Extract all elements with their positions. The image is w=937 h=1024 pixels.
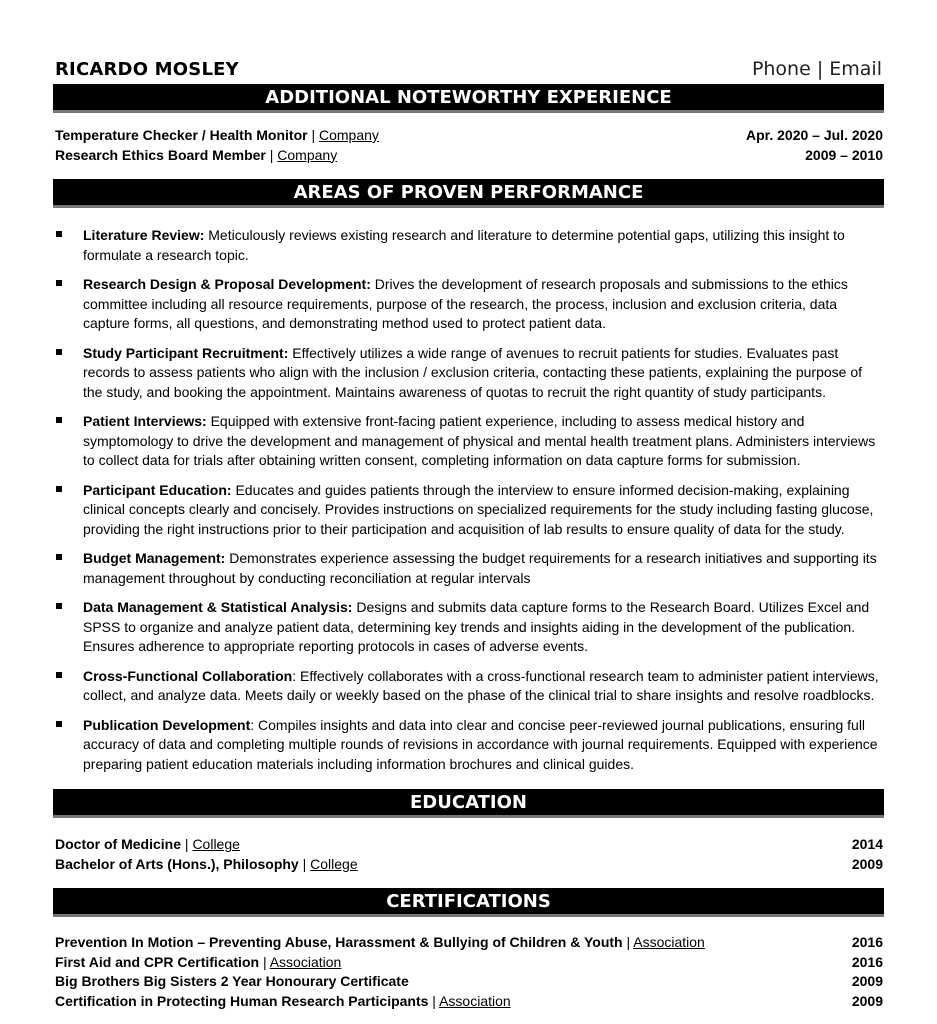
performance-item <box>55 481 885 540</box>
bullet-square-icon <box>56 486 62 492</box>
bullet-square-icon <box>56 417 62 423</box>
education-organization-link[interactable]: College <box>310 855 358 872</box>
certifications-entry <box>55 972 409 992</box>
performance-description: Designs and submits data capture forms to the Research Board. Utilizes Excel and SPSS to organize and analyze patient data, determining key trends and insights aiding in the development of the publication. Ensures adherence to appropriate reporting protocols in cases of adverse events. <box>83 599 870 654</box>
performance-label: Publication Development <box>83 716 251 733</box>
certifications-date: 2009 <box>851 973 883 989</box>
experience-row <box>55 126 883 146</box>
education-separator: | <box>298 855 311 872</box>
education-title: Doctor of Medicine <box>55 836 182 852</box>
certifications-date: 2016 <box>851 934 883 950</box>
performance-label: Literature Review: <box>83 227 205 243</box>
performance-description: Drives the development of research proposals and submissions to the ethics committee including all resource requirements, purpose of the research, the process, inclusion and exclusion criteria, data capture forms, all questions, and demonstrating method used to protect patient data. <box>83 276 848 331</box>
performance-description: Meticulously reviews existing research and literature to determine potential gaps, utilizing this insight to formulate a research topic. <box>83 227 845 263</box>
certifications-entry <box>55 953 341 973</box>
education-row <box>55 835 883 855</box>
certifications-row <box>55 933 883 953</box>
certifications-title: Certification in Protecting Human Research Participants <box>55 992 429 1009</box>
bullet-square-icon <box>56 280 62 286</box>
contact-info: Phone | Email <box>751 58 882 80</box>
candidate-name: RICARDO MOSLEY <box>55 59 239 80</box>
certifications-row <box>55 972 883 992</box>
education-organization-link[interactable]: College <box>192 836 240 852</box>
performance-item <box>55 344 885 403</box>
experience-list <box>55 126 883 165</box>
education-title: Bachelor of Arts (Hons.), Philosophy <box>55 855 299 872</box>
experience-date: 2009 – 2010 <box>805 146 883 163</box>
bullet-square-icon <box>56 603 62 609</box>
performance-label: Budget Management: <box>83 550 226 566</box>
certifications-date: 2009 <box>851 992 883 1009</box>
education-date: 2009 <box>851 855 883 872</box>
experience-row <box>55 146 883 166</box>
certifications-title: First Aid and CPR Certification <box>55 953 260 970</box>
certifications-entry <box>55 933 705 953</box>
performance-item <box>55 667 885 706</box>
performance-label: Cross-Functional Collaboration <box>83 667 293 684</box>
section-heading-experience: ADDITIONAL NOTEWORTHY EXPERIENCE <box>53 84 884 113</box>
performance-label: Research Design & Proposal Development: <box>83 276 371 292</box>
experience-date: Apr. 2020 – Jul. 2020 <box>746 127 883 143</box>
experience-title: Temperature Checker / Health Monitor <box>55 127 308 143</box>
certifications-separator: | <box>428 992 440 1009</box>
experience-separator: | <box>307 127 319 143</box>
performance-list <box>55 226 885 784</box>
education-row <box>55 855 883 875</box>
section-heading-education: EDUCATION <box>53 789 884 818</box>
bullet-square-icon <box>56 721 62 727</box>
performance-label: Study Participant Recruitment: <box>83 344 289 361</box>
performance-item <box>55 226 885 265</box>
performance-label: Data Management & Statistical Analysis: <box>83 599 353 615</box>
section-heading-certifications: CERTIFICATIONS <box>53 888 884 917</box>
performance-label: Patient Interviews: <box>83 413 207 429</box>
experience-organization-link[interactable]: Company <box>319 127 379 143</box>
certifications-title: Big Brothers Big Sisters 2 Year Honourary Certificate <box>55 973 409 989</box>
certifications-title: Prevention In Motion – Preventing Abuse, Harassment & Bullying of Children & Youth <box>55 934 623 950</box>
performance-description: : Compiles insights and data into clear and concise peer-reviewed journal publications, ensuring full accuracy of data and completing multiple rounds of revisions in accordance with journal requirements. Equipped with experience preparing patient education materials including information brochures and clinical guides. <box>83 716 878 772</box>
certifications-organization-link[interactable]: Association <box>269 953 342 970</box>
performance-item <box>55 275 885 334</box>
performance-description: Effectively utilizes a wide range of avenues to recruit patients for studies. Evaluates past records to assess patients who align with the inclusion / exclusion criteria, contacting these patients, explaining the purpose of the study, and booking the appointment. Maintains awareness of quotas to recruit the right quantity of study participants. <box>83 344 862 400</box>
performance-item <box>55 412 885 471</box>
performance-description: : Effectively collaborates with a cross-functional research team to administer patient interviews, collect, and analyze data. Meets daily or weekly based on the phase of the clinical trial to share insights and resolve roadblocks. <box>83 667 879 703</box>
performance-description: Demonstrates experience assessing the budget requirements for a research initiatives and supporting its management throughout by conducting reconciliation at regular intervals <box>83 550 877 586</box>
performance-description: Equipped with extensive front-facing patient experience, including to assess medical history and symptomology to drive the development and management of physical and mental health treatment plans. Administers interviews to collect data for trials after obtaining written consent, completing information on data capture forms for submission. <box>83 413 876 468</box>
performance-description: Educates and guides patients through the interview to ensure informed decision-making, explaining clinical concepts clearly and concisely. Provides instructions on specialized requirements for the study including fasting glucose, providing the right instructions prior to their participation and acquisition of lab results to ensure quality of data for the study. <box>83 481 874 537</box>
certifications-date: 2016 <box>851 953 883 970</box>
bullet-square-icon <box>56 672 62 678</box>
certifications-organization-link[interactable]: Association <box>633 934 705 950</box>
education-list <box>55 835 883 874</box>
bullet-square-icon <box>56 554 62 560</box>
certifications-row <box>55 992 883 1012</box>
education-entry <box>55 835 240 855</box>
certifications-organization-link[interactable]: Association <box>439 992 511 1009</box>
performance-label: Participant Education: <box>83 481 232 498</box>
performance-item <box>55 549 885 588</box>
certifications-separator: | <box>259 953 270 970</box>
performance-item <box>55 598 885 657</box>
education-separator: | <box>181 836 193 852</box>
education-entry <box>55 855 358 875</box>
certifications-separator: | <box>622 934 634 950</box>
education-date: 2014 <box>851 836 883 852</box>
experience-organization-link[interactable]: Company <box>277 146 338 163</box>
experience-entry <box>55 126 379 146</box>
bullet-square-icon <box>56 231 62 237</box>
resume-header <box>55 56 882 80</box>
bullet-square-icon <box>56 349 62 355</box>
section-heading-performance: AREAS OF PROVEN PERFORMANCE <box>53 179 884 208</box>
experience-entry <box>55 146 337 166</box>
certifications-list <box>55 933 883 1011</box>
experience-separator: | <box>265 146 278 163</box>
experience-title: Research Ethics Board Member <box>55 146 266 163</box>
certifications-row <box>55 953 883 973</box>
performance-item <box>55 716 885 775</box>
certifications-entry <box>55 992 511 1012</box>
